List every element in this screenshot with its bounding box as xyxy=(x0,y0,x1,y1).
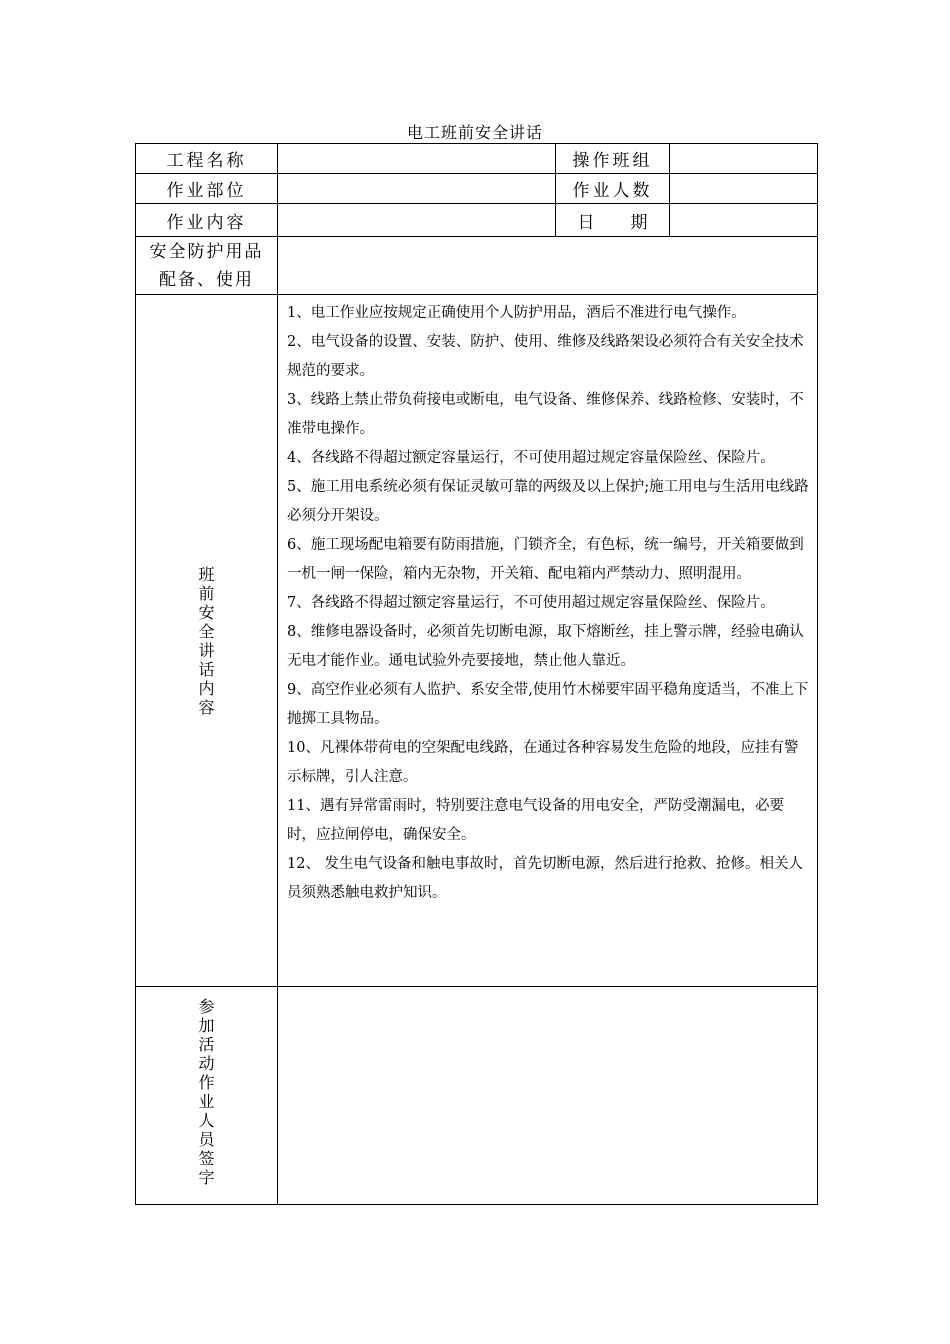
safety-rule-item: 5、施工用电系统必须有保证灵敏可靠的两级及以上保护;施工用电与生活用电线路必须分开架设。 xyxy=(287,479,809,524)
talk-label-char: 前 xyxy=(198,583,215,603)
talk-content-body xyxy=(278,295,818,987)
project-name-field[interactable] xyxy=(278,144,556,174)
signature-label-char: 加 xyxy=(198,1016,215,1035)
work-content-label: 作业内容 xyxy=(136,204,278,237)
work-team-field[interactable] xyxy=(670,144,818,174)
signature-field[interactable] xyxy=(278,987,818,1205)
safety-rule-item: 8、维修电器设备时，必须首先切断电源，取下熔断丝，挂上警示牌，经验电确认无电才能作业。通电试验外壳要接地，禁止他人靠近。 xyxy=(287,624,804,669)
signature-label-char: 员 xyxy=(198,1130,215,1149)
talk-label-char: 安 xyxy=(198,602,215,622)
date-label-char-2: 期 xyxy=(630,212,648,233)
row-work-location xyxy=(136,174,818,204)
row-ppe xyxy=(136,237,818,295)
work-content-field[interactable] xyxy=(278,204,556,237)
project-name-label: 工程名称 xyxy=(136,144,278,174)
work-location-label: 作业部位 xyxy=(136,174,278,204)
safety-rule-item: 12、 发生电气设备和触电事故时，首先切断电源，然后进行抢救、抢修。相关人员须熟悉触电救护知识。 xyxy=(287,856,804,901)
ppe-field[interactable] xyxy=(278,237,818,295)
signature-label-char: 人 xyxy=(198,1111,215,1130)
work-team-label: 操作班组 xyxy=(556,144,670,174)
safety-talk-form xyxy=(135,143,818,1205)
safety-rule-item: 2、电气设备的设置、安装、防护、使用、维修及线路架设必须符合有关安全技术规范的要求。 xyxy=(287,334,804,379)
talk-label-char: 话 xyxy=(198,659,215,679)
safety-rule-item: 1、电工作业应按规定正确使用个人防护用品，酒后不准进行电气操作。 xyxy=(287,305,746,321)
row-talk-content xyxy=(136,295,818,987)
date-label xyxy=(556,204,670,237)
safety-rule-item: 7、各线路不得超过额定容量运行，不可使用超过规定容量保险丝、保险片。 xyxy=(287,595,775,611)
safety-rule-item: 9、高空作业必须有人监护、系安全带,使用竹木梯要牢固平稳角度适当，不准上下抛掷工具物品。 xyxy=(287,682,809,727)
worker-count-label: 作业人数 xyxy=(556,174,670,204)
signature-label-char: 参 xyxy=(198,997,215,1016)
talk-label-char: 内 xyxy=(198,678,215,698)
document-title: 电工班前安全讲话 xyxy=(406,123,543,142)
safety-rule-item: 11、遇有异常雷雨时，特别要注意电气设备的用电安全，严防受潮漏电，必要时，应拉闸停电，确保安全。 xyxy=(287,798,784,843)
date-label-char-1: 日 xyxy=(577,212,595,233)
row-project-name xyxy=(136,144,818,174)
work-location-field[interactable] xyxy=(278,174,556,204)
signature-label-char: 签 xyxy=(198,1149,215,1168)
signature-label-char: 活 xyxy=(198,1035,215,1054)
signature-label-char: 动 xyxy=(198,1054,215,1073)
signature-label-char: 业 xyxy=(198,1092,215,1111)
talk-content-label xyxy=(136,295,278,987)
safety-rule-item: 10、凡裸体带荷电的空架配电线路，在通过各种容易发生危险的地段，应挂有警示标牌，引人注意。 xyxy=(287,740,799,785)
talk-label-char: 讲 xyxy=(198,640,215,660)
safety-rule-item: 3、线路上禁止带负荷接电或断电，电气设备、维修保养、线路检修、安装时，不准带电操作。 xyxy=(287,392,804,437)
safety-rule-item: 4、各线路不得超过额定容量运行，不可使用超过规定容量保险丝、保险片。 xyxy=(287,450,775,466)
signature-label xyxy=(136,987,278,1205)
row-signatures xyxy=(136,987,818,1205)
talk-label-char: 容 xyxy=(198,697,215,717)
ppe-label-line-1: 安全防护用品 xyxy=(149,241,264,262)
safety-rule-item: 6、施工现场配电箱要有防雨措施，门锁齐全，有色标，统一编号，开关箱要做到一机一闸一保险，箱内无杂物，开关箱、配电箱内严禁动力、照明混用。 xyxy=(287,537,804,582)
ppe-label-line-2: 配备、使用 xyxy=(159,269,254,290)
signature-label-char: 作 xyxy=(198,1073,215,1092)
date-field[interactable] xyxy=(670,204,818,237)
talk-label-char: 班 xyxy=(198,564,215,584)
talk-label-char: 全 xyxy=(198,621,215,641)
ppe-label xyxy=(136,237,278,295)
worker-count-field[interactable] xyxy=(670,174,818,204)
row-work-content xyxy=(136,204,818,237)
signature-label-char: 字 xyxy=(198,1168,215,1187)
